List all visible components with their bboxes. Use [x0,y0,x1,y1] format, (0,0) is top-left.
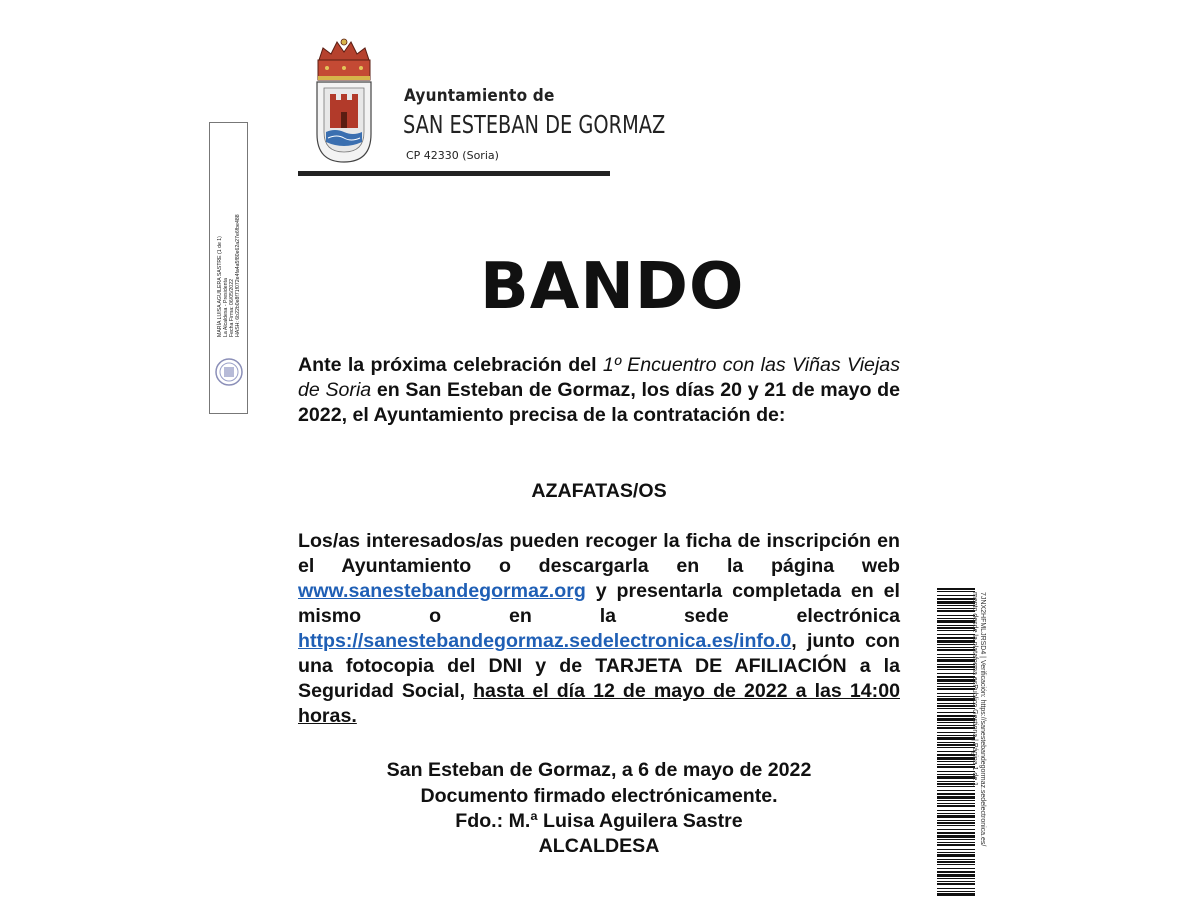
header-divider [298,171,610,176]
position-title: AZAFATAS/OS [531,480,667,502]
event-name: 1º Encuentro con las Viñas Viejas de Soria [298,354,900,401]
announcement-paragraph [298,353,900,428]
signed-note: Documento firmado electrónicamente. [420,785,778,807]
signature-hash: HASH: 6b22b0e8f71f072e4fa4a5f80e62a27e6fbe488 [235,214,241,337]
document-title: BANDO [480,250,745,324]
signature-role: La Alcaldesa - Presidenta [223,278,229,337]
deadline-text: hasta el día 12 de mayo de 2022 a las 14:00 horas. [298,680,900,727]
signer-role: ALCALDESA [538,835,660,857]
website-link[interactable]: www.sanestebandegormaz.org [298,580,586,602]
verification-line-1: 7JNX2HFMLJRSD4 | Verificación: https://sanestebandegormaz.sedelectronica.es/ [979,592,986,847]
p1-text-a: Ante la próxima celebración del [298,354,603,376]
council-prefix: Ayuntamiento de [404,86,555,106]
signature-signer: MARÍA LUISA AGUILERA SASTRE (1 de 1) [217,236,223,337]
signer-name: Fdo.: M.ª Luisa Aguilera Sastre [455,810,743,832]
p1-text-b: en San Esteban de Gormaz, los días 20 y 21 de mayo de 2022, el Ayuntamiento precisa de la contratación de: [298,379,900,426]
signature-details [217,187,241,337]
e-office-link[interactable]: https://sanestebandegormaz.sedelectronica.es/info.0 [298,630,792,652]
p2-text-c: , junto con una fotocopia del DNI y de TARJETA DE AFILIACIÓN a la Seguridad Social, [298,630,900,702]
p2-text-a: Los/as interesados/as pueden recoger la ficha de inscripción en el Ayuntamiento o descargarla en la página web [298,530,900,577]
verification-text [970,592,986,897]
council-name: SAN ESTEBAN DE GORMAZ [403,110,666,139]
coat-of-arms-icon [313,38,375,164]
verification-line-2: mento desde la plataforma esPublico Gestiona | Página 1 de 1 [971,592,978,787]
seal-icon [214,357,244,387]
instructions-paragraph [298,529,900,729]
place-date: San Esteban de Gormaz, a 6 de mayo de 2022 [386,759,812,781]
signature-date: Fecha Firma: 06/05/2022 [229,279,235,337]
council-postal: CP 42330 (Soria) [406,149,499,162]
p2-text-b: y presentarla completada en el mismo o en la sede electrónica [298,580,900,627]
